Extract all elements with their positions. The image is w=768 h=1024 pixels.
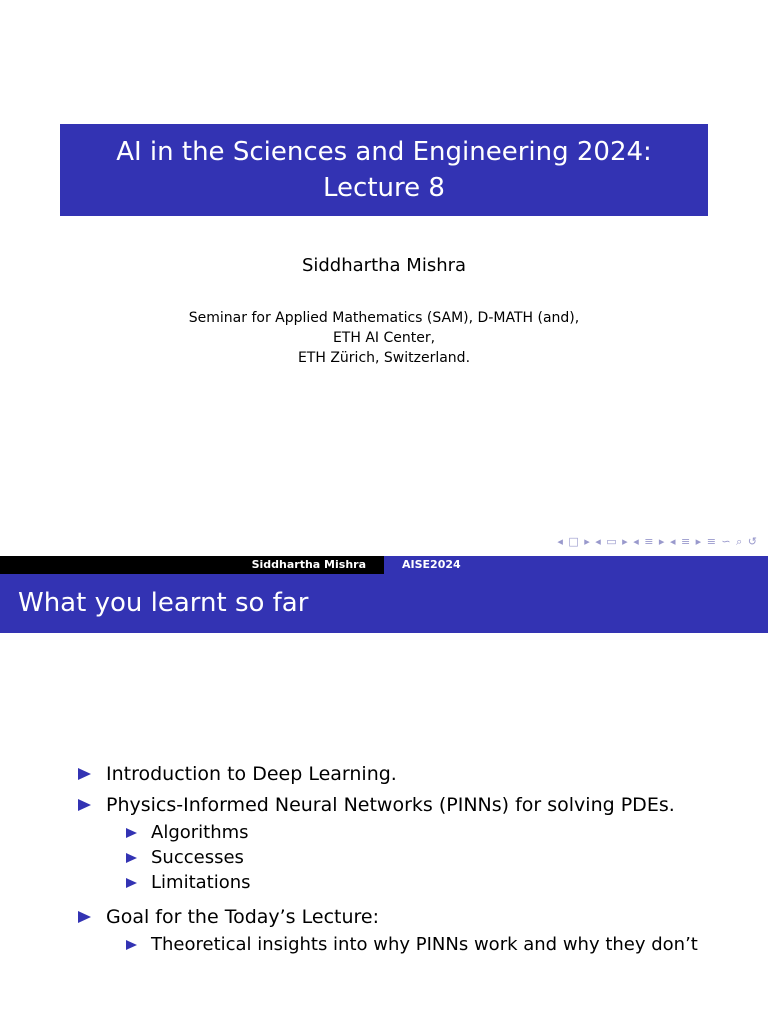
bullet-list: [78, 758, 758, 957]
affiliation-line-2: ETH AI Center,: [332, 330, 436, 346]
list-item-text: Physics-Informed Neural Networks (PINNs) for solving PDEs.: [106, 793, 675, 816]
sub-list-item-text: Algorithms: [151, 822, 249, 843]
sub-list-item: [126, 845, 758, 870]
title-line-1: AI in the Sciences and Engineering 2024:: [116, 137, 652, 167]
sub-list-item: [126, 820, 758, 845]
triangle-right-icon: [126, 940, 137, 950]
list-item: [78, 901, 758, 932]
list-item: [78, 758, 758, 789]
title-line-2: Lecture 8: [323, 173, 445, 203]
headline-author: Siddhartha Mishra: [0, 556, 384, 574]
frame-title: What you learnt so far: [0, 574, 768, 633]
title-box: [60, 124, 708, 216]
author-name: Siddhartha Mishra: [301, 255, 467, 276]
list-item-text: Introduction to Deep Learning.: [106, 762, 397, 785]
sub-list-item-text: Successes: [151, 847, 244, 868]
affiliation-line-3: ETH Zürich, Switzerland.: [297, 350, 471, 366]
sub-list-item: [126, 870, 758, 895]
triangle-right-icon: [126, 878, 137, 888]
list-item: [78, 789, 758, 820]
sub-list-item: [126, 932, 758, 957]
triangle-right-icon: [78, 911, 91, 923]
sub-list-item-text: Limitations: [151, 872, 251, 893]
affiliation-line-1: Seminar for Applied Mathematics (SAM), D-MATH (and),: [188, 310, 580, 326]
navigation-symbols[interactable]: ◂ □ ▸ ◂ ▭ ▸ ◂ ≡ ▸ ◂ ≡ ▸ ≡ ∽ ⌕ ↺: [557, 535, 758, 548]
triangle-right-icon: [126, 853, 137, 863]
headline-bar: [0, 556, 768, 574]
triangle-right-icon: [78, 768, 91, 780]
list-item-text: Goal for the Today’s Lecture:: [106, 905, 379, 928]
headline-course: AISE2024: [384, 556, 768, 574]
sub-list-item-text: Theoretical insights into why PINNs work and why they don’t: [151, 934, 698, 955]
content-slide: [0, 556, 768, 1024]
affiliation: [0, 308, 768, 368]
triangle-right-icon: [78, 799, 91, 811]
triangle-right-icon: [126, 828, 137, 838]
